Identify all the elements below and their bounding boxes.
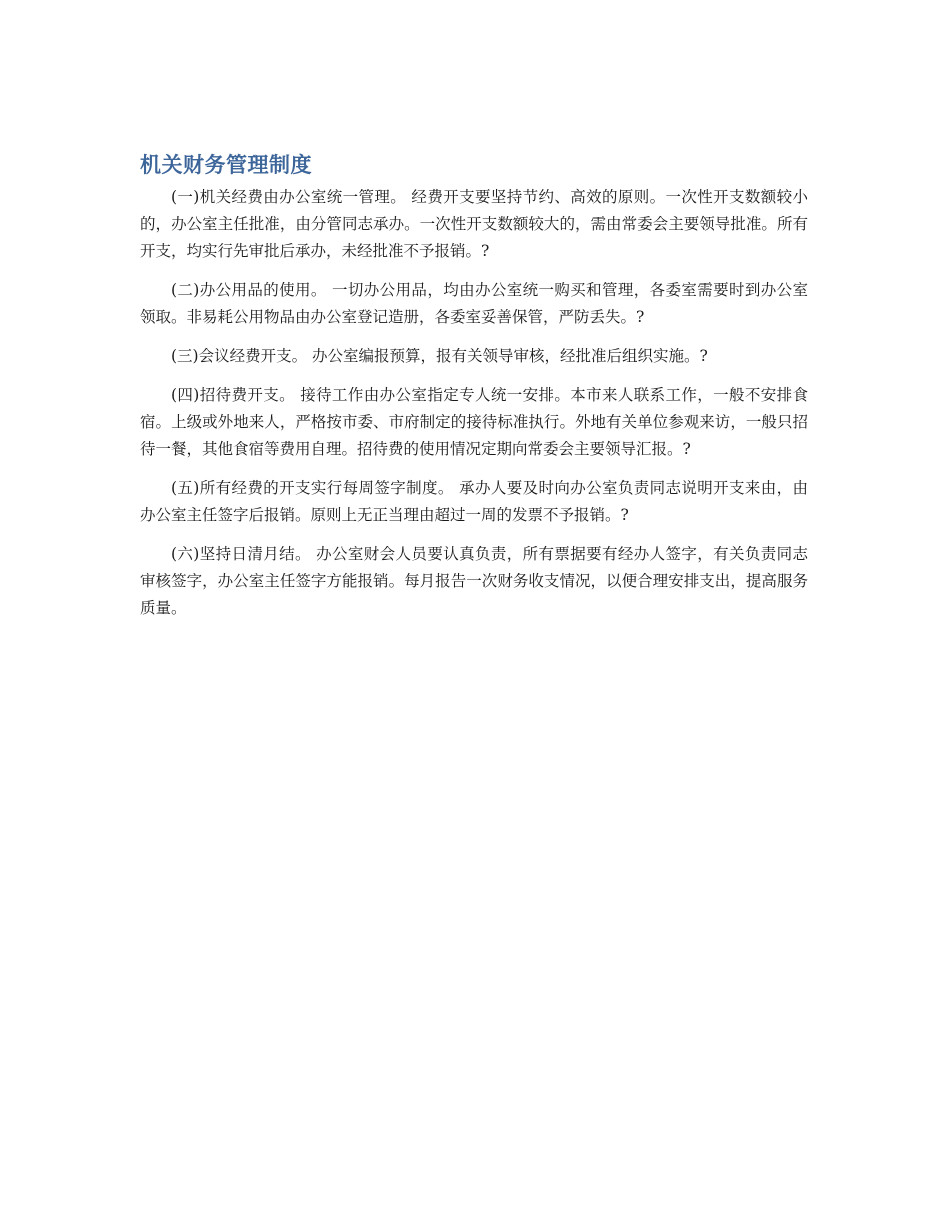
paragraph-6: (六)坚持日清月结。 办公室财会人员要认真负责，所有票据要有经办人签字，有关负责同志审核签字，办公室主任签字方能报销。每月报告一次财务收支情况，以便合理安排支出，提高服务质量。 bbox=[140, 545, 808, 617]
paragraph-5: (五)所有经费的开支实行每周签字制度。 承办人要及时向办公室负责同志说明开支来由，由办公室主任签字后报销。原则上无正当理由超过一周的发票不予报销。? bbox=[140, 479, 808, 524]
document-page bbox=[140, 150, 808, 634]
document-title: 机关财务管理制度 bbox=[140, 153, 312, 177]
paragraph-3: (三)会议经费开支。 办公室编报预算，报有关领导审核，经批准后组织实施。? bbox=[171, 347, 708, 365]
paragraph-1: (一)机关经费由办公室统一管理。 经费开支要坚持节约、高效的原则。一次性开支数额较小的，办公室主任批准，由分管同志承办。一次性开支数额较大的，需由常委会主要领导批准。所有开支，均实行先审批后承办，未经批准不予报销。? bbox=[140, 188, 808, 260]
paragraph-2: (二)办公用品的使用。 一切办公用品，均由办公室统一购买和管理，各委室需要时到办公室领取。非易耗公用物品由办公室登记造册，各委室妥善保管，严防丢失。? bbox=[140, 281, 808, 326]
paragraph-4: (四)招待费开支。 接待工作由办公室指定专人统一安排。本市来人联系工作，一般不安排食宿。上级或外地来人，严格按市委、市府制定的接待标准执行。外地有关单位参观来访，一般只招待一餐，其他食宿等费用自理。招待费的使用情况定期向常委会主要领导汇报。? bbox=[140, 386, 808, 458]
